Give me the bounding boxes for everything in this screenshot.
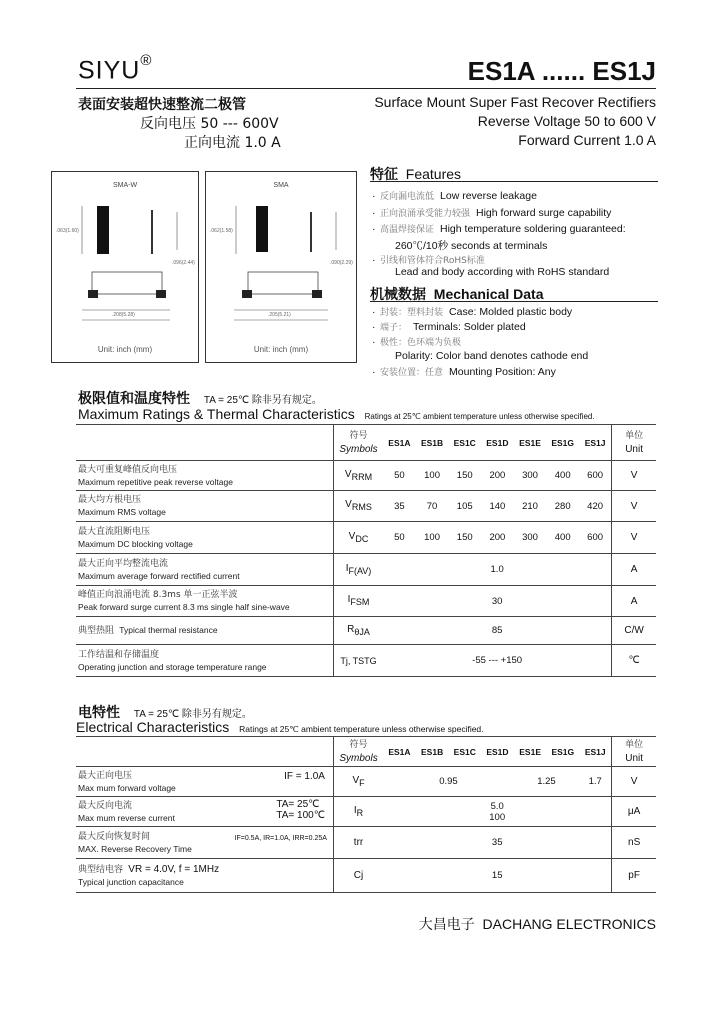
mechanical-item: Polarity: Color band denotes cathode end (395, 350, 589, 362)
feature-item: · 引线和管体符合RoHS标准 (372, 254, 485, 266)
column-header: ES1A (383, 737, 416, 767)
column-header: ES1D (481, 737, 514, 767)
feature-item: Lead and body according with RoHS standard (395, 266, 610, 278)
table-row: 峰值正向浪涌电流 8.3ms 单一正弦半波 Peak forward surge current 8.3 ms single half sine-wave $I_{FSM}$ 30 A (76, 586, 656, 617)
voltage-en: Reverse Voltage 50 to 600 V (477, 113, 656, 129)
column-header: ES1C (448, 425, 481, 461)
symbols-header: 符号 Symbols (333, 737, 383, 767)
mechanical-item: · 极性：色环端为负极 (372, 336, 462, 348)
header-rule (76, 88, 656, 89)
table-header-row (76, 425, 656, 461)
package-diagram-sma: SMA .062(1.58) .090(2.29) .205(5.21) Unit: inch (mm) (205, 171, 357, 363)
table-row: 典型热阻 Typical thermal resistance $R_{\theta JA}$ 85 C/W (76, 617, 656, 645)
table-row: 最大反向电流 Max mum reverse current TA= 25℃ TA= 100℃ $I_R$ 5.0 100 μA (76, 797, 656, 827)
max-ratings-table (76, 424, 656, 677)
mechanical-item: · 封装：塑料封装 Case: Molded plastic body (372, 306, 573, 318)
feature-item: · 反向漏电流低 Low reverse leakage (372, 190, 537, 202)
electrical-table (76, 736, 656, 893)
model-range: ES1A ...... ES1J (467, 56, 656, 86)
table-row: 最大反向恢复时间 MAX. Reverse Recovery Time IF=0.5A, IR=1.0A, IRR=0.25A trr 35 nS (76, 827, 656, 859)
svg-text:.205(5.21): .205(5.21) (268, 312, 291, 318)
mechanical-item: · 安装位置：任意 Mounting Position: Any (372, 366, 556, 378)
svg-text:.208(5.28): .208(5.28) (112, 312, 135, 318)
company-footer: 大昌电子 DACHANG ELECTRONICS (418, 916, 656, 933)
mechanical-item: · 端子： Terminals: Solder plated (372, 321, 526, 333)
column-header: ES1E (514, 737, 547, 767)
table-row: 工作结温和存储温度 Operating junction and storage temperature range Tj, TSTG -55 --- +150 ℃ (76, 645, 656, 677)
ratings-heading-cn: 极限值和温度特性 TA = 25℃ 除非另有规定。 (78, 391, 322, 407)
column-header: ES1C (448, 737, 481, 767)
features-heading: 特征 Features (370, 166, 462, 183)
column-header: ES1A (383, 425, 416, 461)
svg-text:.062(1.58): .062(1.58) (210, 228, 233, 234)
title-cn: 表面安装超快速整流二极管 (78, 97, 246, 113)
column-header: ES1G (546, 737, 579, 767)
electrical-heading-en: Electrical Characteristics Ratings at 25℃ ambient temperature unless otherwise specified. (76, 719, 484, 735)
column-header: ES1E (514, 425, 547, 461)
column-header: ES1D (481, 425, 514, 461)
voltage-cn: 反向电压 50 --- 600V (140, 116, 279, 132)
package-outline-drawing (52, 192, 198, 342)
brand-logo: SIYU® (78, 52, 153, 85)
table-row: 最大均方根电压 Maximum RMS voltage $V_{RMS}$ 35 70 105 140 210 280 420 V (76, 491, 656, 522)
table-header-row (76, 737, 656, 767)
table-row: 最大正向平均整流电流 Maximum average forward rectified current $I_{F(AV)}$ 1.0 A (76, 554, 656, 586)
feature-item: 260℃/10秒 seconds at terminals (395, 240, 548, 252)
unit-header: 单位 Unit (612, 425, 656, 461)
table-row: 最大可重复峰值反向电压 Maximum repetitive peak reverse voltage $V_{RRM}$ 50 100 150 200 300 400 600 V (76, 461, 656, 491)
electrical-heading-cn: 电特性 TA = 25℃ 除非另有规定。 (78, 705, 252, 721)
package-diagram-sma-w: SMA-W .063(1.60) .096(2.44) .208(5.28) Unit: inch (mm) (51, 171, 199, 363)
features-rule (370, 181, 658, 182)
column-header: ES1G (546, 425, 579, 461)
mechanical-heading: 机械数据 Mechanical Data (370, 286, 544, 303)
svg-text:.063(1.60): .063(1.60) (56, 228, 79, 234)
current-en: Forward Current 1.0 A (518, 132, 656, 148)
table-row: 最大直流阻断电压 Maximum DC blocking voltage $V_{DC}$ 50 100 150 200 300 400 600 V (76, 522, 656, 554)
column-header: ES1J (579, 737, 612, 767)
package-outline-drawing (206, 192, 356, 342)
feature-item: · 正向浪涌承受能力较强 High forward surge capability (372, 207, 612, 219)
svg-text:.090(2.29): .090(2.29) (330, 260, 353, 266)
feature-item: · 高温焊接保证 High temperature soldering guaranteed: (372, 223, 626, 235)
current-cn: 正向电流 1.0 A (184, 135, 281, 151)
column-header: ES1B (416, 737, 449, 767)
title-en: Surface Mount Super Fast Recover Rectifiers (374, 94, 656, 110)
mechanical-rule (370, 301, 658, 302)
ratings-heading-en: Maximum Ratings & Thermal Characteristics Ratings at 25℃ ambient temperature unless otherwise specified. (78, 406, 595, 422)
column-header: ES1J (579, 425, 612, 461)
svg-text:.096(2.44): .096(2.44) (172, 260, 195, 266)
unit-header: 单位 Unit (612, 737, 656, 767)
column-header: ES1B (416, 425, 449, 461)
table-row: 最大正向电压 Max mum forward voltage IF = 1.0A $V_F$ 0.95 1.25 1.7 V (76, 767, 656, 797)
symbols-header: 符号 Symbols (333, 425, 383, 461)
table-row: 典型结电容 VR = 4.0V, f = 1MHz Typical junction capacitance Cj 15 pF (76, 859, 656, 893)
